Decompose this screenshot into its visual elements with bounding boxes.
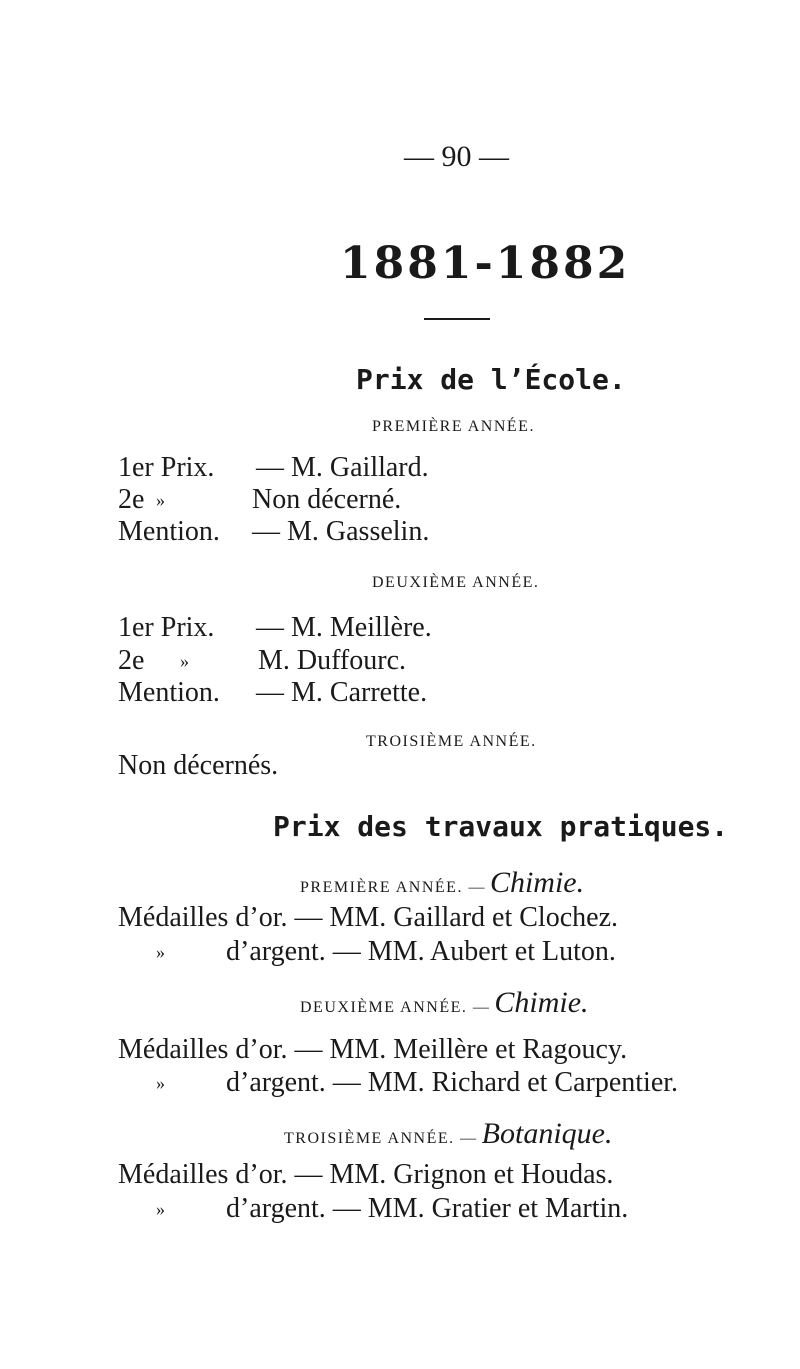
- ditto-mark: »: [156, 1073, 165, 1093]
- prize-recipient: M. Duffourc.: [258, 645, 407, 676]
- year-label-deuxieme: DEUXIÈME ANNÉE.: [372, 574, 540, 591]
- medal-row: Médailles d’or. — MM. Meillère et Ragoucy.: [118, 1034, 628, 1065]
- ditto-mark: »: [156, 1199, 165, 1219]
- section-title-prix-ecole: Prix de l’École.: [356, 363, 626, 396]
- subject-label: Chimie.: [489, 866, 585, 899]
- year-label-deuxieme-chimie: [300, 986, 589, 1020]
- divider-rule: [424, 318, 490, 320]
- not-awarded-note: Non décernés.: [118, 750, 279, 781]
- prize-recipient: — M. Carrette.: [256, 677, 428, 708]
- year-label-premiere-chimie: [300, 866, 584, 900]
- section-title-travaux-pratiques: Prix des travaux pratiques.: [273, 810, 729, 843]
- prize-recipient: — M. Gasselin.: [252, 516, 430, 547]
- prize-rank: 2e: [118, 484, 145, 515]
- ditto-mark: »: [156, 942, 165, 962]
- year-label: TROISIÈME ANNÉE. —: [284, 1130, 478, 1147]
- prize-recipient: — M. Gaillard.: [256, 452, 429, 483]
- prize-rank: 2e: [118, 645, 145, 676]
- prize-rank: Mention.: [118, 677, 220, 708]
- page-number: — 90 —: [404, 140, 509, 173]
- medal-row: d’argent. — MM. Gratier et Martin.: [226, 1193, 629, 1224]
- year-label-troisieme-botanique: [284, 1117, 612, 1151]
- year-label: PREMIÈRE ANNÉE. —: [300, 879, 486, 896]
- prize-recipient: — M. Meillère.: [256, 612, 432, 643]
- prize-recipient: Non décerné.: [252, 484, 402, 515]
- ditto-mark: »: [156, 490, 165, 510]
- year-heading: 1881-1882: [340, 238, 631, 289]
- ditto-mark: »: [180, 651, 189, 671]
- year-label-premiere: PREMIÈRE ANNÉE.: [372, 418, 535, 435]
- medal-row: Médailles d’or. — MM. Gaillard et Clochez.: [118, 902, 618, 933]
- prize-rank: Mention.: [118, 516, 220, 547]
- subject-label: Botanique.: [481, 1117, 613, 1150]
- prize-row: [118, 452, 214, 484]
- year-label-troisieme: TROISIÈME ANNÉE.: [366, 733, 537, 750]
- year-label: DEUXIÈME ANNÉE. —: [300, 999, 491, 1016]
- medal-row: d’argent. — MM. Richard et Carpentier.: [226, 1067, 679, 1098]
- subject-label: Chimie.: [494, 986, 589, 1019]
- medal-row: d’argent. — MM. Aubert et Luton.: [226, 936, 616, 967]
- prize-rank: 1er Prix.: [118, 612, 215, 643]
- prize-rank: 1er Prix.: [118, 452, 215, 483]
- medal-row: Médailles d’or. — MM. Grignon et Houdas.: [118, 1159, 614, 1190]
